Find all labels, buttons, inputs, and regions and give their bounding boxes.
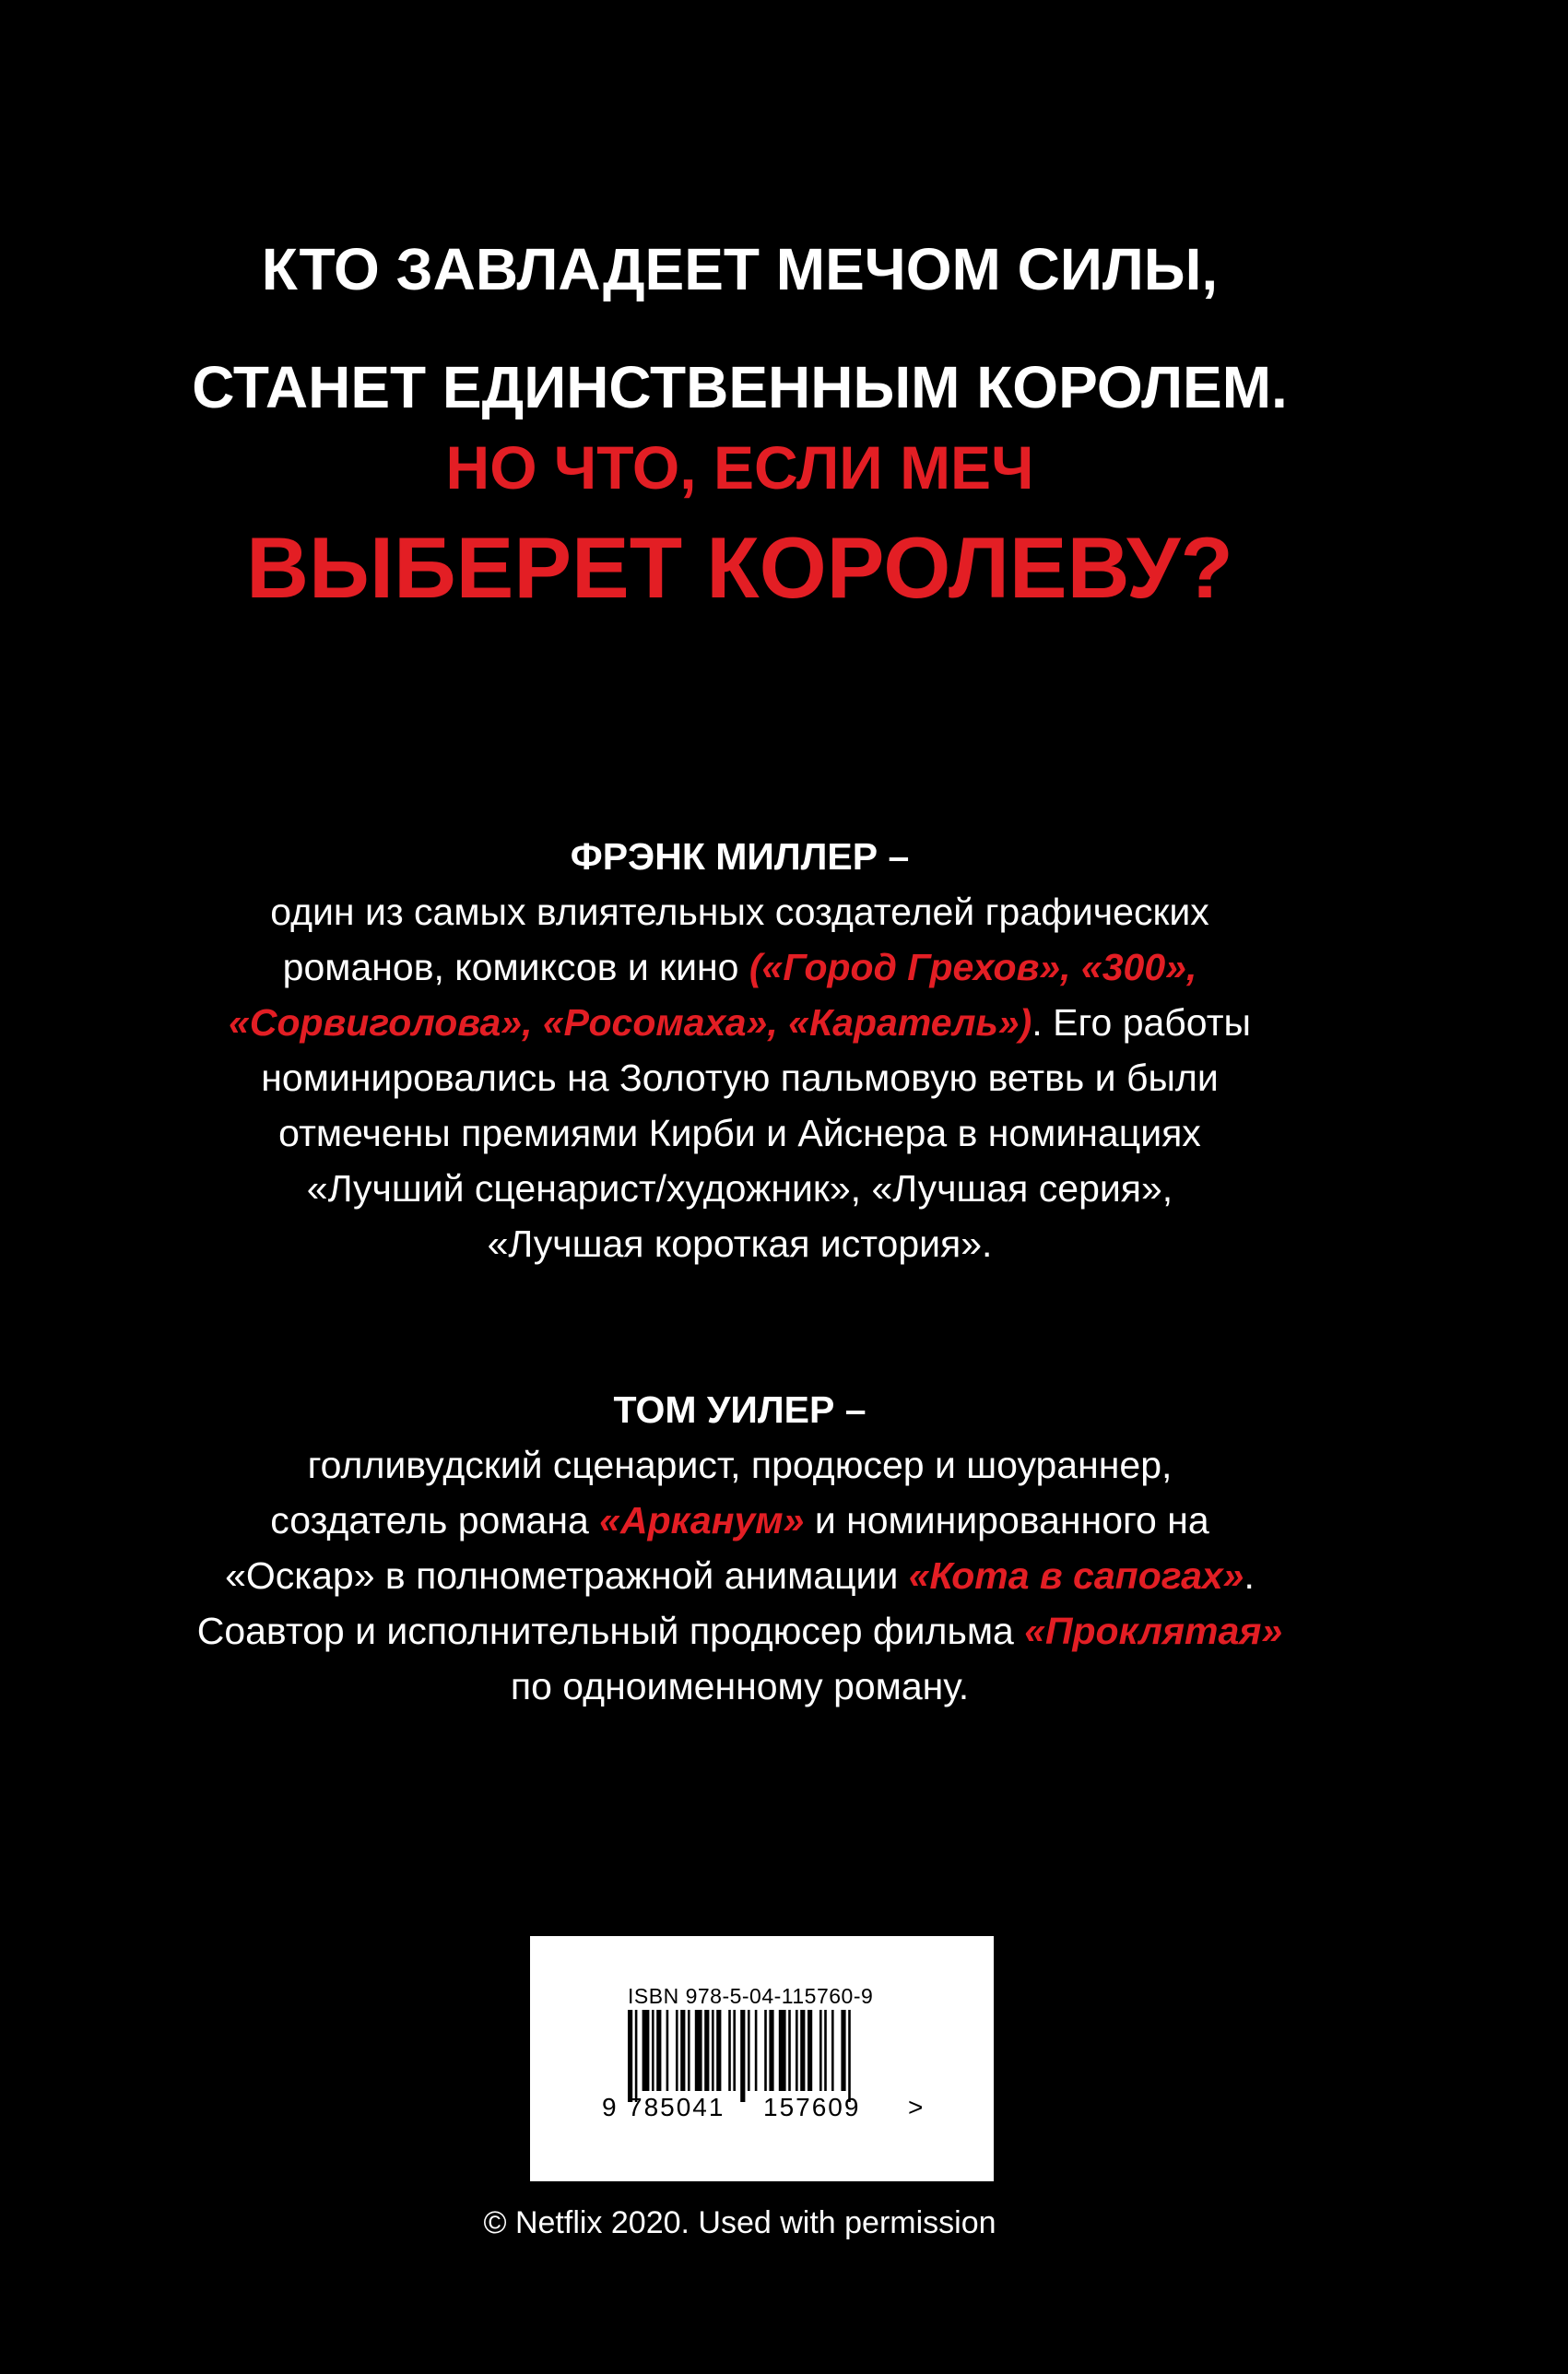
barcode-digits-right: 157609 — [763, 2093, 861, 2121]
barcode-bar — [704, 2010, 709, 2091]
bio-tom-wheeler — [0, 1382, 1480, 1714]
bio-line: отмечены премиями Кирби и Айснера в номинациях — [278, 1112, 1201, 1154]
barcode-bar — [764, 2010, 767, 2091]
barcode-bar — [628, 2010, 632, 2102]
bio-text: создатель романа — [270, 1499, 600, 1541]
question-line-2: ВЫБЕРЕТ КОРОЛЕВУ? — [246, 519, 1233, 616]
works-highlight: «Арканум» — [599, 1499, 805, 1541]
copyright-notice: © Netflix 2020. Used with permission — [483, 2205, 996, 2240]
bio-line — [0, 939, 1480, 995]
bio-line — [0, 1603, 1480, 1659]
question-line-1: НО ЧТО, ЕСЛИ МЕЧ — [445, 433, 1034, 502]
barcode-bar — [680, 2010, 685, 2091]
bio-line — [0, 995, 1480, 1050]
tagline-line-2: СТАНЕТ ЕДИНСТВЕННЫМ КОРОЛЕМ. — [192, 354, 1288, 420]
bio-line: голливудский сценарист, продюсер и шоураннер, — [307, 1444, 1173, 1486]
bio-text: и номинированного на — [804, 1499, 1209, 1541]
barcode-bar — [643, 2010, 650, 2091]
barcode-bar — [848, 2010, 851, 2102]
barcode-bar — [652, 2010, 654, 2091]
barcode-icon — [602, 2010, 925, 2102]
bio-line: «Лучший сценарист/художник», «Лучшая серия», — [306, 1167, 1173, 1210]
barcode-digit-first: 9 — [602, 2093, 617, 2121]
bio-line: по одноименному роману. — [510, 1665, 970, 1707]
barcode-bar — [712, 2010, 714, 2091]
tagline-line-1: КТО ЗАВЛАДЕЕТ МЕЧОМ СИЛЫ, — [261, 236, 1219, 302]
barcode-bar — [716, 2010, 721, 2091]
works-highlight: «Проклятая» — [1024, 1610, 1283, 1652]
barcode-digits-left: 785041 — [628, 2093, 725, 2121]
works-highlight: («Город Грехов», «300», — [749, 946, 1197, 988]
author-name-miller: ФРЭНК МИЛЛЕР – — [570, 835, 910, 878]
barcode-bar — [841, 2010, 845, 2091]
barcode-bar — [824, 2010, 827, 2091]
barcode-bar — [676, 2010, 678, 2091]
barcode-bar — [656, 2010, 661, 2091]
barcode-bar — [733, 2010, 736, 2091]
bio-frank-miller — [0, 829, 1480, 1271]
barcode-bar — [695, 2010, 702, 2091]
bio-line — [0, 1548, 1480, 1603]
barcode-bar — [819, 2010, 822, 2091]
barcode-bar — [831, 2010, 834, 2091]
works-highlight: «Сорвиголова», «Росомаха», «Каратель») — [229, 1001, 1032, 1044]
bio-line: один из самых влиятельных создателей графических — [270, 891, 1209, 933]
bio-line — [0, 1493, 1480, 1548]
author-name-wheeler: ТОМ УИЛЕР – — [613, 1388, 867, 1431]
barcode-bar — [635, 2010, 638, 2102]
barcode-bar — [800, 2010, 805, 2091]
bio-text: . Его работы — [1032, 1001, 1251, 1044]
barcode-bar — [769, 2010, 773, 2091]
bio-text: «Оскар» в полнометражной анимации — [225, 1554, 909, 1597]
barcode-bar — [808, 2010, 812, 2091]
barcode-bar — [755, 2010, 758, 2091]
bio-line: номинировались на Золотую пальмовую ветвь и были — [261, 1057, 1219, 1099]
tagline — [0, 210, 1480, 446]
works-highlight: «Кота в сапогах» — [908, 1554, 1244, 1597]
barcode-label — [530, 1936, 994, 2181]
barcode-bar — [779, 2010, 786, 2091]
barcode-bar — [688, 2010, 690, 2091]
bio-text: романов, комиксов и кино — [282, 946, 749, 988]
bio-line: «Лучшая короткая история». — [487, 1222, 993, 1265]
bio-text: . — [1244, 1554, 1255, 1597]
barcode-bar — [740, 2010, 745, 2102]
barcode-bar — [666, 2010, 669, 2091]
barcode-bar — [728, 2010, 731, 2091]
bio-text: Соавтор и исполнительный продюсер фильма — [196, 1610, 1025, 1652]
barcode-bar — [796, 2010, 798, 2091]
barcode-quiet-zone-marker: > — [908, 2093, 924, 2121]
barcode-bar — [788, 2010, 791, 2091]
isbn-number: ISBN 978-5-04-115760-9 — [628, 1984, 874, 2008]
barcode-bar — [748, 2010, 750, 2091]
